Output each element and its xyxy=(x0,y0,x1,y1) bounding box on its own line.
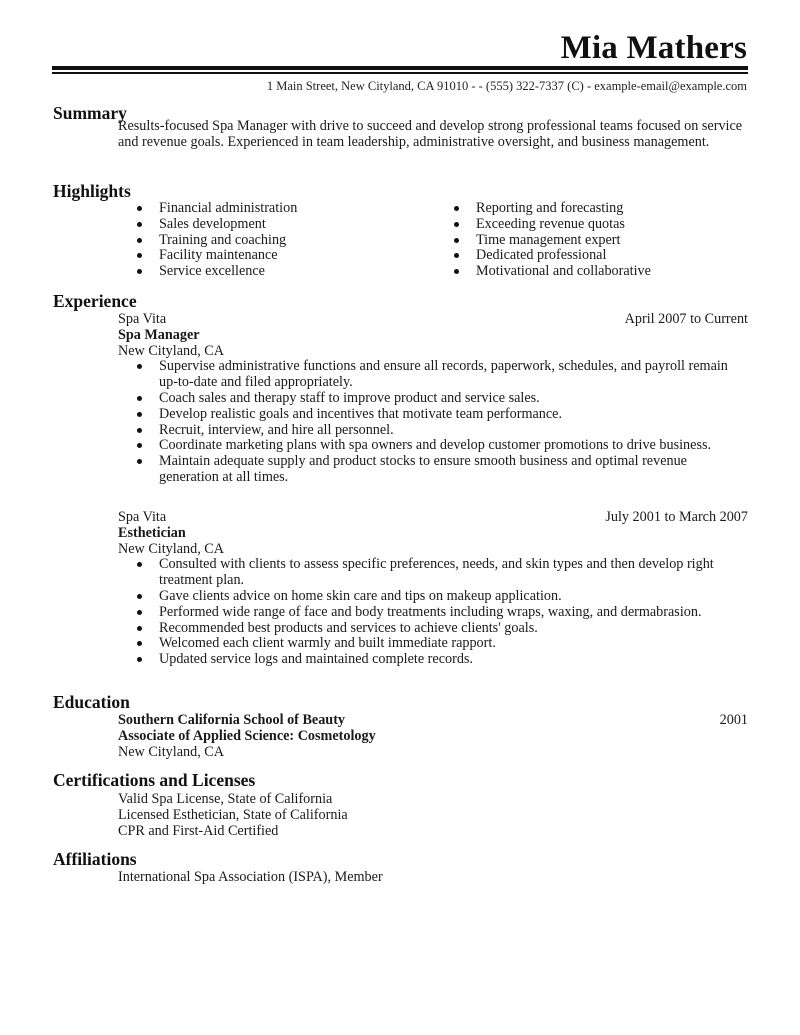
affiliation-item: International Spa Association (ISPA), Member xyxy=(118,869,383,885)
contact-info: 1 Main Street, New Cityland, CA 91010 - - (555) 322-7337 (C) - example-email@example.com xyxy=(266,79,747,93)
highlight-item: Service excellence xyxy=(159,264,297,280)
job-company: Spa Vita xyxy=(118,509,167,525)
job-dates: April 2007 to Current xyxy=(624,311,748,327)
bullet-icon xyxy=(137,364,142,369)
bullet-icon xyxy=(137,253,142,258)
highlight-item: Sales development xyxy=(159,217,297,233)
highlight-item: Dedicated professional xyxy=(476,248,651,264)
summary-text: Results-focused Spa Manager with drive to succeed and develop strong professional teams focused on service and revenue goals. Experienced in team leadership, administrative oversight, and business management. xyxy=(118,118,743,150)
education-entry xyxy=(118,713,748,760)
candidate-name: Mia Mathers xyxy=(560,30,747,66)
bullet-icon xyxy=(137,610,142,615)
job-bullet: Develop realistic goals and incentives that motivate team performance. xyxy=(159,407,748,423)
section-title-certifications: Certifications and Licenses xyxy=(53,770,256,790)
bullet-icon xyxy=(454,222,459,227)
certification-item: CPR and First-Aid Certified xyxy=(118,822,279,839)
job-bullet: Gave clients advice on home skin care and tips on makeup application. xyxy=(159,589,748,605)
job-bullet: Consulted with clients to assess specific preferences, needs, and skin types and then develop right treatment plan. xyxy=(159,557,748,589)
bullet-icon xyxy=(137,222,142,227)
bullet-icon xyxy=(137,594,142,599)
bullet-icon xyxy=(137,396,142,401)
bullet-icon xyxy=(137,562,142,567)
section-title-experience: Experience xyxy=(53,291,137,311)
highlight-item: Facility maintenance xyxy=(159,248,297,264)
job-bullet: Performed wide range of face and body treatments including wraps, waxing, and dermabrasion. xyxy=(159,605,748,621)
bullet-icon xyxy=(137,641,142,646)
job-bullet: Recommended best products and services to achieve clients' goals. xyxy=(159,621,748,637)
affiliations-list xyxy=(118,870,383,886)
header-rule-thin xyxy=(52,72,748,74)
job-location: New Cityland, CA xyxy=(118,540,225,557)
section-title-education: Education xyxy=(53,692,130,712)
section-title-summary: Summary xyxy=(53,103,127,123)
job-location: New Cityland, CA xyxy=(118,342,225,359)
job-dates: July 2001 to March 2007 xyxy=(605,509,748,525)
bullet-icon xyxy=(137,459,142,464)
job-title: Esthetician xyxy=(118,524,186,541)
bullet-icon xyxy=(454,253,459,258)
education-degree: Associate of Applied Science: Cosmetology xyxy=(118,727,376,744)
bullet-icon xyxy=(137,657,142,662)
highlights-list-right xyxy=(476,201,651,280)
education-year: 2001 xyxy=(719,712,748,728)
job-bullets xyxy=(118,557,748,668)
highlight-item: Motivational and collaborative xyxy=(476,264,651,280)
bullet-icon xyxy=(454,206,459,211)
job-entry xyxy=(118,312,748,486)
section-title-affiliations: Affiliations xyxy=(53,849,137,869)
highlights-list-left xyxy=(159,201,297,280)
section-title-highlights: Highlights xyxy=(53,181,131,201)
highlight-item: Exceeding revenue quotas xyxy=(476,217,651,233)
education-location: New Cityland, CA xyxy=(118,743,225,760)
education-school: Southern California School of Beauty xyxy=(118,712,346,728)
header-rule-thick xyxy=(52,66,748,70)
job-title: Spa Manager xyxy=(118,326,200,343)
job-bullet: Recruit, interview, and hire all personnel. xyxy=(159,423,748,439)
job-bullet: Coach sales and therapy staff to improve product and service sales. xyxy=(159,391,748,407)
job-bullet: Maintain adequate supply and product stocks to ensure smooth business and optimal revenue generation at all times. xyxy=(159,454,748,486)
job-entry xyxy=(118,510,748,668)
highlight-item: Time management expert xyxy=(476,233,651,249)
bullet-icon xyxy=(137,269,142,274)
job-bullet: Updated service logs and maintained complete records. xyxy=(159,652,748,668)
bullet-icon xyxy=(137,626,142,631)
bullet-icon xyxy=(137,238,142,243)
job-bullet: Welcomed each client warmly and built immediate rapport. xyxy=(159,636,748,652)
bullet-icon xyxy=(137,206,142,211)
highlight-item: Financial administration xyxy=(159,201,297,217)
job-bullet: Supervise administrative functions and ensure all records, paperwork, schedules, and payroll remain up-to-date and filed appropriately. xyxy=(159,359,748,391)
job-bullet: Coordinate marketing plans with spa owners and develop customer promotions to drive business. xyxy=(159,438,748,454)
bullet-icon xyxy=(137,443,142,448)
bullet-icon xyxy=(137,428,142,433)
bullet-icon xyxy=(454,238,459,243)
job-bullets xyxy=(118,359,748,485)
bullet-icon xyxy=(454,269,459,274)
highlight-item: Reporting and forecasting xyxy=(476,201,651,217)
highlight-item: Training and coaching xyxy=(159,233,297,249)
certification-item: Valid Spa License, State of California xyxy=(118,791,333,807)
job-company: Spa Vita xyxy=(118,311,167,327)
certifications-list xyxy=(118,792,348,839)
bullet-icon xyxy=(137,412,142,417)
certification-item: Licensed Esthetician, State of California xyxy=(118,806,348,823)
